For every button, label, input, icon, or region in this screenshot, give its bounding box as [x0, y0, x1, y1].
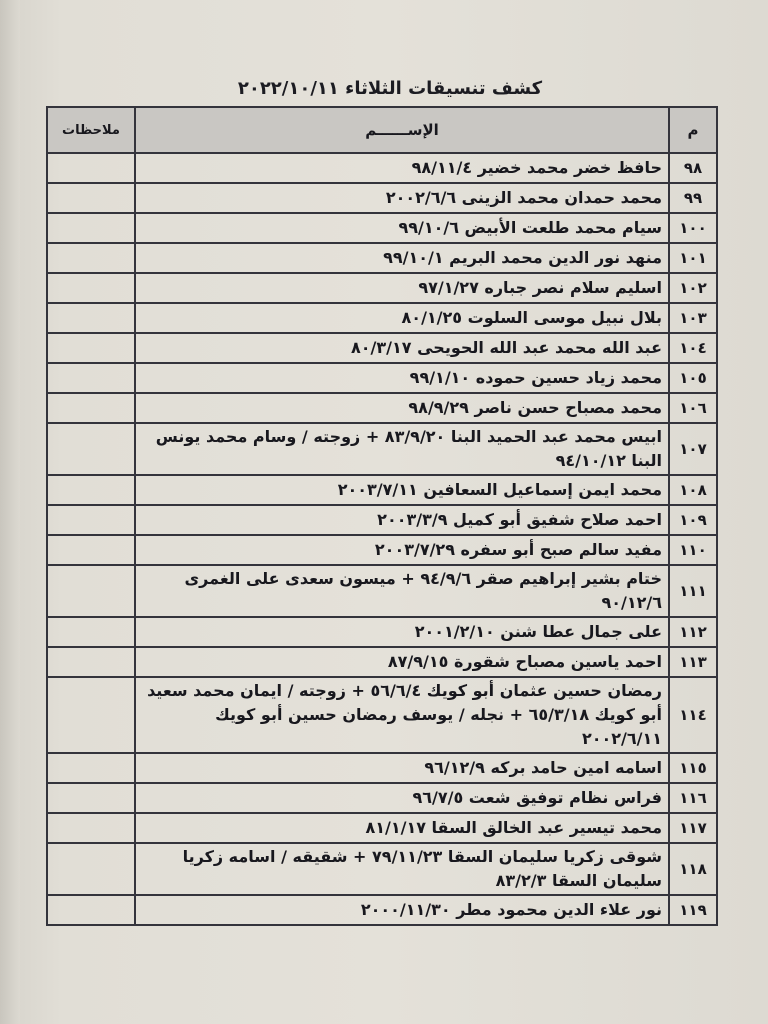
row-number: ١١٤	[669, 677, 717, 753]
row-notes	[47, 303, 135, 333]
row-number: ١٠٧	[669, 423, 717, 475]
row-number: ١٠٣	[669, 303, 717, 333]
row-notes	[47, 153, 135, 183]
table-row	[47, 895, 717, 925]
header-num: م	[669, 107, 717, 153]
table-row	[47, 423, 717, 475]
row-notes	[47, 183, 135, 213]
row-number: ١١٥	[669, 753, 717, 783]
row-notes	[47, 647, 135, 677]
row-notes	[47, 273, 135, 303]
row-notes	[47, 535, 135, 565]
table-row	[47, 783, 717, 813]
row-notes	[47, 753, 135, 783]
row-number: ١٠٠	[669, 213, 717, 243]
table-row	[47, 393, 717, 423]
row-notes	[47, 423, 135, 475]
table-row	[47, 303, 717, 333]
table-row	[47, 243, 717, 273]
row-notes	[47, 363, 135, 393]
row-number: ١٠٥	[669, 363, 717, 393]
row-name: ختام بشير إبراهيم صقر ٩٤/٩/٦ + ميسون سعدى على الغمرى ٩٠/١٢/٦	[135, 565, 669, 617]
row-name: منهد نور الدين محمد البريم ٩٩/١٠/١	[135, 243, 669, 273]
table-row	[47, 753, 717, 783]
row-name: مفيد سالم صبح أبو سفره ٢٠٠٣/٧/٢٩	[135, 535, 669, 565]
table-row	[47, 183, 717, 213]
row-number: ١١٢	[669, 617, 717, 647]
header-notes: ملاحظات	[47, 107, 135, 153]
row-name: محمد ايمن إسماعيل السعافين ٢٠٠٣/٧/١١	[135, 475, 669, 505]
row-name: رمضان حسين عثمان أبو كويك ٥٦/٦/٤ + زوجته / ايمان محمد سعيد أبو كويك ٦٥/٣/١٨ + نجله / يوسف رمضان حسين أبو كويك ٢٠٠٢/٦/١١	[135, 677, 669, 753]
row-notes	[47, 243, 135, 273]
row-notes	[47, 393, 135, 423]
table-row	[47, 813, 717, 843]
row-number: ١٠١	[669, 243, 717, 273]
table-row	[47, 565, 717, 617]
row-name: حافظ خضر محمد خضير ٩٨/١١/٤	[135, 153, 669, 183]
table-row	[47, 213, 717, 243]
table-row	[47, 475, 717, 505]
row-number: ١٠٤	[669, 333, 717, 363]
row-name: سيام محمد طلعت الأبيض ٩٩/١٠/٦	[135, 213, 669, 243]
row-name: احمد ياسين مصباح شقورة ٨٧/٩/١٥	[135, 647, 669, 677]
row-name: اسليم سلام نصر جباره ٩٧/١/٢٧	[135, 273, 669, 303]
row-number: ١١٩	[669, 895, 717, 925]
row-number: ١١٠	[669, 535, 717, 565]
table-row	[47, 647, 717, 677]
table-row	[47, 363, 717, 393]
row-notes	[47, 213, 135, 243]
row-notes	[47, 475, 135, 505]
row-number: ١٠٩	[669, 505, 717, 535]
row-name: اسامه امين حامد بركه ٩٦/١٢/٩	[135, 753, 669, 783]
row-name: عبد الله محمد عبد الله الحويحى ٨٠/٣/١٧	[135, 333, 669, 363]
row-notes	[47, 617, 135, 647]
row-notes	[47, 333, 135, 363]
page-title: كشف تنسيقات الثلاثاء ٢٠٢٢/١٠/١١	[237, 78, 543, 99]
table-row	[47, 333, 717, 363]
row-name: محمد زياد حسين حموده ٩٩/١/١٠	[135, 363, 669, 393]
row-number: ١٠٢	[669, 273, 717, 303]
table-header-row	[47, 107, 717, 153]
row-name: احمد صلاح شفيق أبو كميل ٢٠٠٣/٣/٩	[135, 505, 669, 535]
table-row	[47, 843, 717, 895]
row-notes	[47, 783, 135, 813]
table-row	[47, 153, 717, 183]
row-notes	[47, 677, 135, 753]
table-row	[47, 535, 717, 565]
row-number: ٩٩	[669, 183, 717, 213]
row-number: ٩٨	[669, 153, 717, 183]
row-notes	[47, 813, 135, 843]
row-notes	[47, 895, 135, 925]
row-name: شوقى زكريا سليمان السقا ٧٩/١١/٢٣ + شقيقه / اسامه زكريا سليمان السقا ٨٣/٢/٣	[135, 843, 669, 895]
row-number: ١٠٨	[669, 475, 717, 505]
row-number: ١١١	[669, 565, 717, 617]
row-notes	[47, 505, 135, 535]
table-row	[47, 505, 717, 535]
row-number: ١١٨	[669, 843, 717, 895]
row-notes	[47, 843, 135, 895]
row-number: ١١٧	[669, 813, 717, 843]
row-number: ١٠٦	[669, 393, 717, 423]
table-row	[47, 617, 717, 647]
row-name: نور علاء الدين محمود مطر ٢٠٠٠/١١/٣٠	[135, 895, 669, 925]
row-name: على جمال عطا شنن ٢٠٠١/٢/١٠	[135, 617, 669, 647]
paper-edge	[0, 0, 20, 1024]
row-name: محمد مصباح حسن ناصر ٩٨/٩/٢٩	[135, 393, 669, 423]
table-row	[47, 273, 717, 303]
header-name: الإســــــم	[135, 107, 669, 153]
names-table	[46, 106, 718, 926]
row-name: ابيس محمد عبد الحميد البنا ٨٣/٩/٢٠ + زوجته / وسام محمد يونس البنا ٩٤/١٠/١٢	[135, 423, 669, 475]
row-name: محمد تيسير عبد الخالق السقا ٨١/١/١٧	[135, 813, 669, 843]
row-name: فراس نظام توفيق شعت ٩٦/٧/٥	[135, 783, 669, 813]
row-number: ١١٣	[669, 647, 717, 677]
row-name: بلال نبيل موسى السلوت ٨٠/١/٢٥	[135, 303, 669, 333]
row-notes	[47, 565, 135, 617]
table-row	[47, 677, 717, 753]
row-name: محمد حمدان محمد الزينى ٢٠٠٢/٦/٦	[135, 183, 669, 213]
row-number: ١١٦	[669, 783, 717, 813]
